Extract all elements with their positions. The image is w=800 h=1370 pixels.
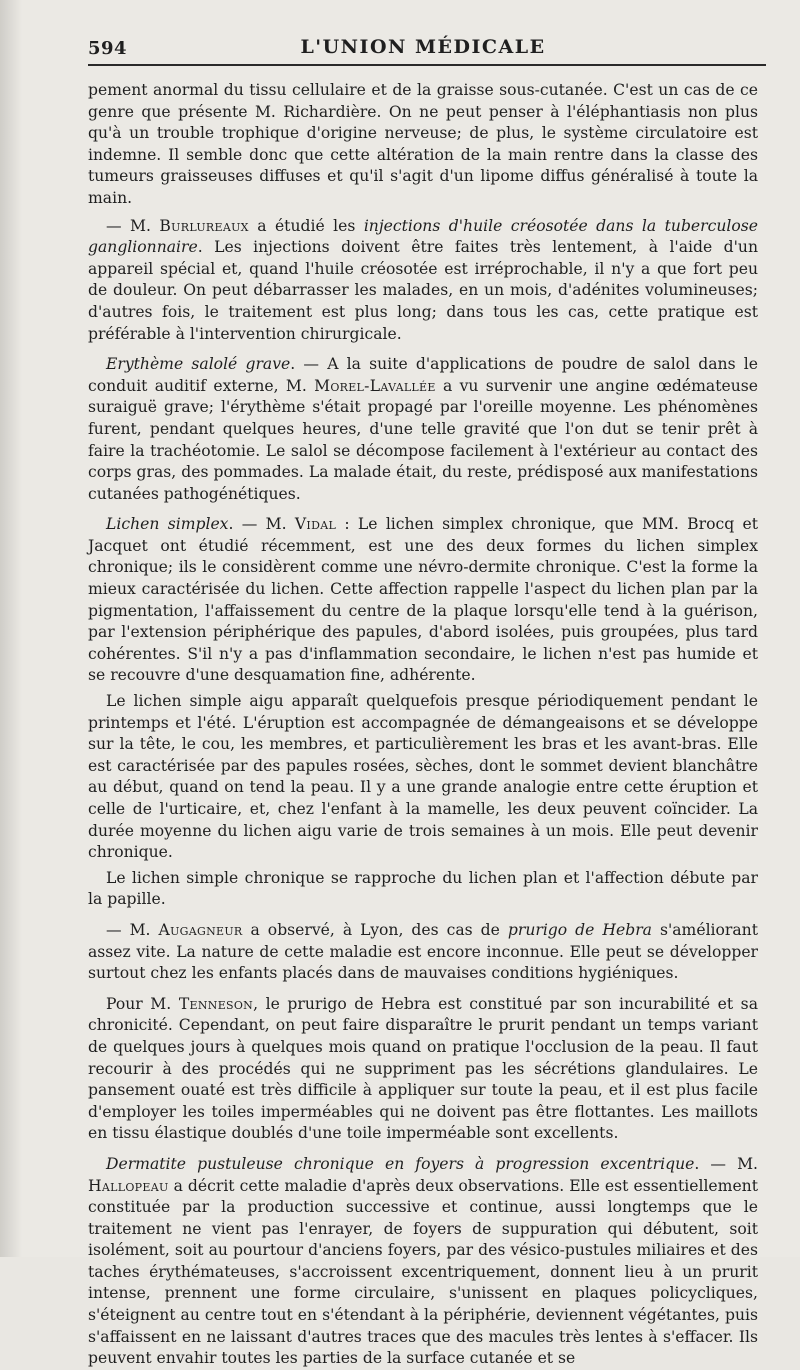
author-name: Augagneur: [158, 920, 243, 939]
paragraph-text: s'améliorant assez vite. La nature de cette maladie est encore inconnue. Elle peut se développer surtout chez les enfants placés dans de mauvaises conditions hygiéniques.: [88, 920, 758, 983]
author-name: Morel-Lavallée: [314, 376, 436, 395]
author-name: Hallopeau: [88, 1176, 169, 1195]
paragraph-lead: — M.: [106, 216, 160, 235]
topic-title: Lichen simplex: [106, 515, 229, 534]
paragraph-richardiere: pement anormal du tissu cellulaire et de la graisse sous-cutanée. C'est un cas de ce genre que présente M. Richardière. On ne peut penser à l'éléphantiasis non plus qu'à un trouble trophique d'origine nerveuse; de plus, le système circulatoire est indemne. Il semble donc que cette altération de la main rentre dans la classe des tumeurs graisseuses diffuses et qu'il s'agit d'un lipome diffus généralisé à toute la main.: [88, 81, 758, 207]
paragraph-text: . — A la suite d'applications de poudre de salol dans le conduit auditif externe, M.: [88, 355, 758, 395]
header-rule: [88, 64, 766, 66]
paragraph-hallopeau: [88, 1154, 758, 1370]
paragraph-lead: Pour M.: [106, 994, 179, 1013]
paragraph-text: a étudié les: [248, 216, 364, 235]
paragraph-burlureaux: [88, 216, 758, 346]
paragraph-text: a décrit cette maladie d'après deux observations. Elle est essentiellement constituée par la production successive et continue, aussi longtemps que le traitement ne vient pas l'enrayer, de foyers de suppuration qui débutent, soit isolément, soit au pourtour d'anciens foyers, par des vésico-pustules miliaires et des taches érythémateuses, s'accroissent excentriquement, donnent lieu à un prurit intense, prennent une forme circulaire, s'unissent en plaques policycliques, s'éteignent au centre tout en s'étendant à la périphérie, deviennent végétantes, puis s'affaissent en ne laissant d'autres traces que des macules très lentes à s'effacer. Ils peuvent envahir toutes les parties de la surface cutanée et se: [88, 1176, 758, 1368]
topic-title: Erythème salolé grave: [106, 355, 291, 374]
paragraph-lichen-simplex: [88, 514, 758, 687]
page-header: [88, 26, 758, 64]
paragraph-text: , le prurigo de Hebra est constitué par son incurabilité et sa chronicité. Cependant, on peut faire disparaître le prurit pendant un temps variant de quelques jours à quelques mois quand on pratique l'occlusion de la peau. Il faut recourir à des procédés qui ne suppriment pas les sécrétions glandulaires. Le pansement ouaté est très difficile à appliquer sur toute la peau, et il est plus facile d'employer les toiles imperméables qui ne doivent pas être flottantes. Les maillots en tissu élastique doublés d'une toile imperméable sont excellents.: [88, 994, 758, 1143]
paragraph-text: : Le lichen simplex chronique, que MM. Brocq et Jacquet ont étudié récemment, est une des deux formes du lichen simplex chronique; ils le considèrent comme une névro-dermite chronique. C'est la forme la mieux caractérisée du lichen. Cette affection rappelle l'aspect du lichen plan par la pigmentation, l'affaissement du centre de la plaque lorsqu'elle tend à la guérison, par l'extension périphérique des papules, d'abord isolées, puis groupées, plus tard cohérentes. S'il n'y a pas d'inflammation secondaire, le lichen n'est pas humide et se recouvre d'une desquamation fine, adhérente.: [88, 515, 758, 685]
page-gutter-shadow: [0, 0, 22, 1257]
running-title: L'UNION MÉDICALE: [300, 36, 546, 58]
article-body: [88, 80, 758, 1370]
paragraph-lichen-aigu: Le lichen simple aigu apparaît quelquefois presque périodiquement pendant le printemps et l'été. L'éruption est accompagnée de démangeaisons et se développe sur la tête, le cou, les membres, et particulièrement les bras et les avant-bras. Elle est caractérisée par des papules rosées, sèches, dont le sommet devient blanchâtre au début, quand on tend la peau. Il y a une grande analogie entre cette éruption et celle de l'urticaire, et, chez l'enfant à la mamelle, les deux peuvent coïncider. La durée moyenne du lichen aigu varie de trois semaines à un mois. Elle peut devenir chronique.: [88, 692, 758, 862]
author-name: Tenneson: [178, 994, 254, 1013]
paragraph-text: a vu survenir une angine œdémateuse suraiguë grave; l'érythème s'était propagé par l'oreille moyenne. Les phénomènes furent, pendant quelques heures, d'une telle gravité que l'on dut se tenir prêt à faire la trachéotomie. Le salol se décompose facilement à l'extérieur au contact des corps gras, des pommades. La malade était, du reste, prédisposé aux manifestations cutanées pathogénétiques.: [88, 376, 758, 503]
page-number: 594: [88, 38, 128, 59]
paragraph-text: . — M.: [228, 515, 295, 534]
topic-title: prurigo de Hebra: [507, 920, 652, 939]
paragraph-text: . Les injections doivent être faites très lentement, à l'aide d'un appareil spécial et, quand l'huile créosotée est irréprochable, il n'y a que fort peu de douleur. On peut débarrasser les malades, en un mois, d'adénites volumineuses; d'autres fois, le traitement est plus long; dans tous les cas, cette pratique est préférable à l'intervention chirurgicale.: [88, 238, 758, 343]
paragraph-lichen-chronique: Le lichen simple chronique se rapproche du lichen plan et l'affection débute par la papille.: [88, 868, 758, 909]
topic-title: Dermatite pustuleuse chronique en foyers à progression excentrique: [106, 1154, 695, 1173]
paragraph-text: . — M.: [694, 1154, 758, 1173]
paragraph-tenneson: [88, 994, 758, 1145]
author-name: Vidal: [294, 515, 337, 534]
author-name: Burlureaux: [159, 216, 249, 235]
paragraph-augagneur: [88, 920, 758, 985]
paragraph-erytheme-salole: [88, 354, 758, 505]
paragraph-text: a observé, à Lyon, des cas de: [242, 920, 508, 939]
paragraph-lead: — M.: [106, 920, 159, 939]
topic-title: injections d'huile créosotée dans la tuberculose ganglionnaire: [88, 216, 759, 257]
